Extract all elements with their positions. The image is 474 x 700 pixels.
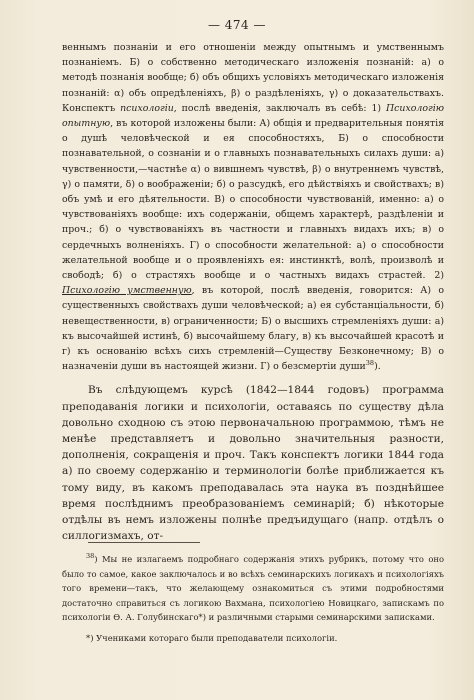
paragraph-2: Въ слѣдующемъ курсѣ (1842—1844 годовъ) программа преподаванiя логики и психологiи, оставаясь по существу дѣла довольно сходною съ этою первоначальною программою, тѣмъ не менѣе представляетъ и довольно значительныя разности, дополненiя, сокращенiя и проч. Такъ конспектъ логики 1844 года а) по своему содержанiю и терминологiи болѣе приближается къ тому виду, въ какомъ преподавалась эта наука въ позднѣйшее время послѣднимъ преобразованiемъ семинарiй; б) нѣкоторые отдѣлы въ немъ изложены полнѣе предъидущаго (напр. отдѣлъ о силлогизмахъ, от- — [62, 384, 444, 543]
paragraph-1-text-a: веннымъ познанiи и его отношенiи между опытнымъ и умственнымъ познанiемъ. Б) о собственно методическаго изложенiя познанiй: а) о методѣ познанiя вообще; б) объ общихъ условiяхъ методическаго изложенiя познанiй: α) объ опредѣленiяхъ, β) о раздѣленiяхъ, γ) о доказательствахъ. Конспектъ — [62, 42, 444, 114]
footnote-38-mark: 38 — [86, 552, 95, 561]
emphasis-rational-psychology: Психологiю умственную — [62, 285, 192, 297]
footnote-divider — [88, 542, 200, 543]
emphasis-psychology: психологiи — [120, 102, 174, 114]
paragraph-1-end: ). — [374, 361, 381, 373]
footnote-38-text: ) Мы не излагаемъ подробнаго содержанiя этихъ рубрикъ, потому что оно было то самое, какое заключалось и во всѣхъ семинарскихъ логикахъ и психологiяхъ того времени—такъ, что желающему ознакомиться съ этими подробностями достаточно справиться съ логикою Вахмана, психологiею Новицкаго, запискамъ по психологiи Ѳ. А. Голубинскаго*) и различными старыми семинарскими записками. — [62, 554, 444, 623]
paragraph-1-text-d: , въ которой, послѣ введенiя, говорится: А) о существенныхъ свойствахъ души человѣческой; а) ея субстанцiальности, б) невещественности, в) ограниченности; Б) о высшихъ стремленiяхъ души: а) къ высочайшей истинѣ, б) высочайшему благу, в) къ высочайшей красотѣ и г) къ основанiю всѣхъ сихъ стремленiй—Существу Безконечному; В) о назначенiи души въ настоящей жизни. Г) о безсмертiи души — [62, 285, 444, 373]
main-text — [62, 40, 444, 545]
footnote-ref-38[interactable]: 38 — [365, 359, 375, 368]
footnote-38 — [62, 552, 444, 625]
emphasis-empirical-psychology: Психологiю опытную — [62, 102, 444, 130]
footnotes — [62, 552, 444, 646]
page-number: — 474 — — [207, 18, 267, 32]
footnote-star: *) Учениками котораго были преподаватели психологiи. — [86, 632, 338, 643]
paragraph-1-text-c: , въ которой изложены были: А) общiя и предварительныя понятiя о душѣ человѣческой и ея способностяхъ, Б) о способности познавательной, о сознанiи и о главныхъ познавательныхъ силахъ души: а) чувственности,—частнѣе α) о вившнемъ чувствѣ, β) о внутреннемъ чувствѣ, γ) о памяти, δ) о воображенiи; б) о разсудкѣ, его дѣйствiяхъ и свойствахъ; в) объ умѣ и его дѣятельности. В) о способности чувствованiй, именно: а) о чувствованiяхъ вообще: ихъ содержанiи, общемъ характерѣ, раздѣленiи и проч.; б) о чувствованiяхъ въ частности и главныхъ видахъ ихъ; в) о сердечныхъ волненiяхъ. Г) о способности желательной: а) о способности желательной вообще и о проявленiяхъ ея: инстинктѣ, волѣ, произволѣ и свободѣ; б) о страстяхъ вообще и о частныхъ видахъ страстей. 2) — [62, 118, 444, 282]
paragraph-1-text-b: , послѣ введенiя, заключалъ въ себѣ: 1) — [173, 102, 386, 114]
paragraph-1 — [62, 40, 444, 374]
